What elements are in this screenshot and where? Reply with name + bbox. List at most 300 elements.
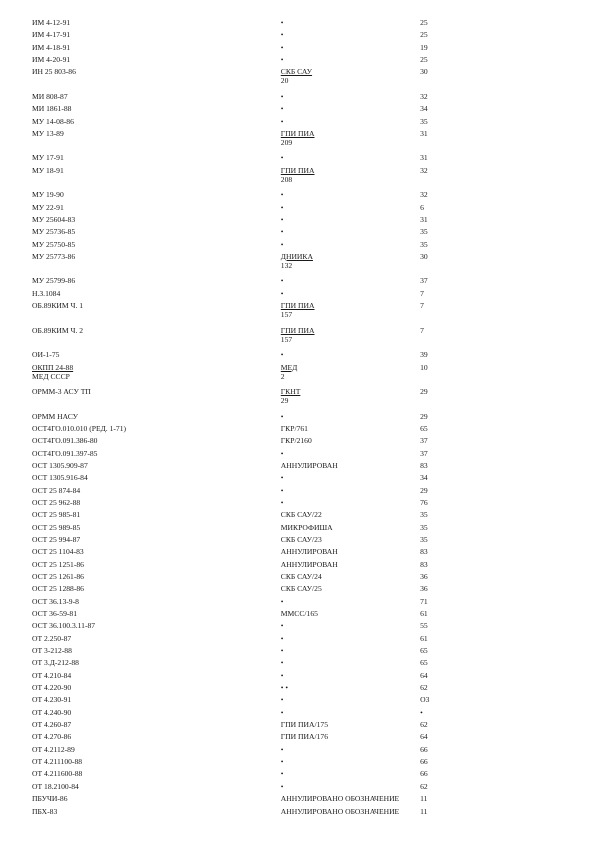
document-code-text: ИМ 4-12-91 — [32, 18, 71, 27]
reference-cell — [281, 547, 420, 556]
reference-source: СКБ САУ/25 — [280, 584, 322, 594]
reference-cell — [281, 523, 420, 532]
document-code-text: ОТ 2.250-87 — [32, 633, 72, 643]
document-code — [32, 634, 281, 643]
document-code-text: ОТ 4.211100-88 — [32, 757, 83, 767]
page-number: 34 — [420, 104, 428, 114]
reference-source: • — [280, 202, 284, 212]
list-item — [32, 535, 442, 547]
document-code-text: ОСТ4ГО.091.397-85 — [32, 448, 98, 458]
reference-source: • — [280, 633, 284, 643]
reference-cell — [281, 227, 420, 236]
list-item — [32, 55, 442, 67]
reference-cell — [281, 683, 420, 692]
document-code-text: ИМ 4-20-91 — [32, 55, 71, 65]
page-number: 66 — [420, 769, 428, 779]
reference-source: • — [280, 18, 284, 27]
document-code-text: ОРММ-3 АСУ ТП — [32, 387, 91, 396]
list-item — [32, 572, 442, 584]
document-code-text: ОТ 4.230-91 — [32, 695, 72, 705]
document-code — [32, 436, 281, 445]
reference-source: • — [280, 288, 284, 298]
list-item — [32, 486, 442, 498]
document-code-text: ОСТ 25 962-88 — [32, 497, 81, 507]
document-code-text: ОТ 3.Д-212-88 — [32, 658, 79, 668]
document-code-text: МИ 808-87 — [32, 91, 68, 101]
reference-cell — [281, 436, 420, 445]
list-item — [32, 190, 442, 202]
document-code — [32, 757, 281, 766]
list-item — [32, 289, 442, 301]
reference-cell — [281, 597, 420, 606]
document-code — [32, 92, 281, 101]
reference-source: • — [280, 497, 284, 507]
document-code — [32, 301, 281, 310]
reference-cell — [281, 215, 420, 224]
document-code-text: ОТ 4.260-87 — [32, 720, 72, 730]
page-number: 11 — [420, 806, 428, 816]
page-number: 19 — [420, 42, 428, 52]
reference-source: • — [280, 448, 284, 458]
reference-source: ГПИ ПИА — [280, 165, 315, 175]
reference-source: АННУЛИРОВАНО ОБОЗНАЧЕНИЕ — [280, 794, 400, 804]
reference-cell — [281, 757, 420, 766]
document-code — [32, 252, 281, 261]
reference-cell — [281, 387, 420, 405]
reference-source: • — [280, 350, 284, 360]
reference-cell — [281, 473, 420, 482]
document-code-text: ОСТ 25 874-84 — [32, 485, 81, 495]
list-item — [32, 597, 442, 609]
document-code — [32, 695, 281, 704]
reference-source: ГКР/761 — [280, 423, 308, 433]
page-number: 37 — [420, 436, 428, 446]
page-number: 76 — [420, 497, 428, 507]
reference-source: • — [280, 239, 284, 249]
document-code-text: ИМ 4-18-91 — [32, 42, 71, 52]
list-item — [32, 523, 442, 535]
reference-source: ГКР/2160 — [280, 436, 312, 446]
document-code-text: МУ 22-91 — [32, 202, 64, 212]
page-number: 35 — [420, 116, 428, 126]
page-number: 10 — [420, 362, 428, 372]
page-number: 55 — [420, 621, 428, 631]
page-number: 25 — [420, 55, 428, 65]
reference-source: • — [280, 781, 284, 791]
reference-source: ГПИ ПИА — [280, 325, 315, 335]
reference-cell — [281, 609, 420, 618]
list-item — [32, 757, 442, 769]
reference-number: 157 — [280, 310, 293, 320]
list-item — [32, 92, 442, 104]
list-item — [32, 424, 442, 436]
document-code-text: ОСТ 36.100.3.11-87 — [32, 621, 96, 631]
reference-source: • — [280, 769, 284, 779]
list-item — [32, 276, 442, 288]
document-code-text: ОСТ4ГО.010.010 (РЕД. 1-71) — [32, 423, 127, 433]
reference-source: ГПИ ПИА — [280, 128, 315, 138]
page-number: 25 — [420, 18, 428, 27]
page-number: 62 — [420, 720, 428, 730]
document-code — [32, 30, 281, 39]
reference-cell — [281, 190, 420, 199]
reference-cell — [281, 289, 420, 298]
reference-source: • • — [280, 683, 288, 693]
reference-source: • — [280, 190, 284, 200]
list-item — [32, 387, 442, 412]
page-number: 29 — [420, 485, 428, 495]
list-item — [32, 436, 442, 448]
document-code-text: МУ 25736-85 — [32, 227, 76, 237]
document-code — [32, 523, 281, 532]
reference-cell — [281, 695, 420, 704]
page-number: 35 — [420, 522, 428, 532]
reference-cell — [281, 252, 420, 270]
document-code — [32, 732, 281, 741]
page-number: 31 — [420, 128, 428, 138]
document-code-text: ОТ 4.210-84 — [32, 670, 72, 680]
list-item — [32, 720, 442, 732]
document-code-text: ПБХ-83 — [32, 806, 58, 816]
page-number: 64 — [420, 732, 428, 742]
reference-cell — [281, 363, 420, 381]
document-code — [32, 424, 281, 433]
reference-source: • — [280, 153, 284, 163]
reference-cell — [281, 732, 420, 741]
document-code-text: ОКПП 24-88 — [32, 362, 74, 372]
page-number: 6 — [420, 202, 424, 212]
list-item — [32, 461, 442, 473]
page-number: 66 — [420, 757, 428, 767]
document-code-text: Н.З.1084 — [32, 288, 61, 298]
list-item — [32, 67, 442, 92]
reference-cell — [281, 276, 420, 285]
list-item — [32, 129, 442, 154]
reference-source: АННУЛИРОВАН — [280, 559, 338, 569]
reference-cell — [281, 646, 420, 655]
page-number: 37 — [420, 276, 428, 286]
page-number: 29 — [420, 387, 428, 396]
list-item — [32, 769, 442, 781]
reference-cell — [281, 535, 420, 544]
page-number: 62 — [420, 683, 428, 693]
reference-source: • — [280, 227, 284, 237]
document-code-text: ОИ-1-75 — [32, 350, 60, 360]
document-code-text: МУ 25604-83 — [32, 214, 76, 224]
document-code — [32, 104, 281, 113]
document-code-text: ОСТ 1305.916-84 — [32, 473, 88, 483]
reference-cell — [281, 708, 420, 717]
document-code — [32, 289, 281, 298]
document-code-text: МУ 13-89 — [32, 128, 64, 138]
page-number: 71 — [420, 596, 428, 606]
reference-source: • — [280, 276, 284, 286]
document-code — [32, 215, 281, 224]
reference-source: • — [280, 42, 284, 52]
page-number: 32 — [420, 91, 428, 101]
list-item — [32, 671, 442, 683]
document-code — [32, 129, 281, 138]
reference-source: • — [280, 30, 284, 40]
list-item — [32, 584, 442, 596]
document-code-text: ИН 25 803-86 — [32, 67, 76, 77]
reference-cell — [281, 166, 420, 184]
document-code — [32, 510, 281, 519]
page-number: 66 — [420, 744, 428, 754]
reference-source: • — [280, 707, 284, 717]
page-number: 37 — [420, 448, 428, 458]
document-code-text: ОРММ НАСУ — [32, 411, 79, 421]
reference-source: СКБ САУ/24 — [280, 571, 322, 581]
page-number: 25 — [420, 30, 428, 40]
list-item — [32, 547, 442, 559]
document-code — [32, 55, 281, 64]
reference-cell — [281, 67, 420, 85]
document-code-text: ОСТ 25 989-85 — [32, 522, 81, 532]
document-code — [32, 560, 281, 569]
reference-cell — [281, 510, 420, 519]
reference-cell — [281, 461, 420, 470]
page-number: 7 — [420, 325, 424, 335]
list-item — [32, 683, 442, 695]
reference-cell — [281, 55, 420, 64]
page-number: 62 — [420, 781, 428, 791]
reference-cell — [281, 486, 420, 495]
document-code-text: МУ 17-91 — [32, 153, 64, 163]
document-code-text: ОТ 4.240-90 — [32, 707, 72, 717]
reference-cell — [281, 621, 420, 630]
page-number: 11 — [420, 794, 428, 804]
document-code — [32, 807, 281, 816]
document-code-text: ОСТ 1305.909-87 — [32, 460, 88, 470]
document-code-text: ОСТ4ГО.091.386-80 — [32, 436, 98, 446]
reference-cell — [281, 18, 420, 27]
page-number: 61 — [420, 633, 428, 643]
reference-cell — [281, 498, 420, 507]
page-number: 65 — [420, 658, 428, 668]
document-code — [32, 720, 281, 729]
document-code — [32, 473, 281, 482]
document-code — [32, 584, 281, 593]
document-code — [32, 597, 281, 606]
document-code-text: МУ 25750-85 — [32, 239, 76, 249]
document-code — [32, 276, 281, 285]
page-number: 35 — [420, 534, 428, 544]
list-item — [32, 104, 442, 116]
list-item — [32, 412, 442, 424]
page-number: 36 — [420, 584, 428, 594]
list-item — [32, 609, 442, 621]
reference-cell — [281, 782, 420, 791]
reference-source: • — [280, 695, 284, 705]
list-item — [32, 166, 442, 191]
reference-cell — [281, 807, 420, 816]
list-item — [32, 153, 442, 165]
reference-cell — [281, 720, 420, 729]
reference-number: 132 — [280, 260, 293, 270]
document-code-text: ОСТ 25 1261-86 — [32, 571, 84, 581]
index-list — [32, 18, 442, 819]
document-code-text: МИ 1861-88 — [32, 104, 72, 114]
reference-source: ММСС/165 — [280, 609, 318, 618]
document-code — [32, 683, 281, 692]
reference-source: • — [280, 214, 284, 224]
document-code-text: ОТ 4.2112-89 — [32, 744, 75, 754]
list-item — [32, 695, 442, 707]
reference-source: • — [280, 646, 284, 656]
document-code-text: МУ 19-90 — [32, 190, 64, 200]
list-item — [32, 117, 442, 129]
reference-source: • — [280, 670, 284, 680]
list-item — [32, 560, 442, 572]
reference-cell — [281, 572, 420, 581]
reference-source: ГПИ ПИА/176 — [280, 732, 328, 742]
reference-cell — [281, 745, 420, 754]
list-item — [32, 240, 442, 252]
document-code-text: ОТ 18.2100-84 — [32, 781, 79, 791]
reference-cell — [281, 794, 420, 803]
reference-cell — [281, 769, 420, 778]
document-code-text: ОБ.89КИМ Ч. 1 — [32, 301, 84, 311]
page-number: 83 — [420, 547, 428, 557]
list-item — [32, 473, 442, 485]
document-code — [32, 326, 281, 335]
reference-source: • — [280, 658, 284, 668]
document-code-text: ОТ 4.220-90 — [32, 683, 72, 693]
page-number: 83 — [420, 460, 428, 470]
list-item — [32, 634, 442, 646]
list-item — [32, 498, 442, 510]
reference-source: • — [280, 485, 284, 495]
list-item — [32, 745, 442, 757]
page-number: О3 — [420, 695, 430, 705]
reference-cell — [281, 153, 420, 162]
document-code-text: ОБ.89КИМ Ч. 2 — [32, 325, 84, 335]
list-item — [32, 782, 442, 794]
document-code-text: МУ 14-08-86 — [32, 116, 74, 126]
document-code-text: ОСТ 25 994-87 — [32, 534, 81, 544]
list-item — [32, 18, 442, 30]
document-code-text: ОСТ 36-59-81 — [32, 609, 78, 618]
page-number: 61 — [420, 609, 428, 618]
page-number: 30 — [420, 251, 428, 261]
reference-cell — [281, 424, 420, 433]
page-number: 65 — [420, 423, 428, 433]
reference-source: АННУЛИРОВАН — [280, 460, 338, 470]
document-code-text: МУ 25799-86 — [32, 276, 76, 286]
reference-cell — [281, 634, 420, 643]
reference-source: ДНИИКА — [280, 251, 313, 261]
reference-source: • — [280, 473, 284, 483]
reference-cell — [281, 449, 420, 458]
document-code — [32, 658, 281, 667]
document-code — [32, 227, 281, 236]
list-item — [32, 621, 442, 633]
document-code — [32, 535, 281, 544]
list-item — [32, 794, 442, 806]
reference-source: АННУЛИРОВАН — [280, 547, 338, 557]
document-code — [32, 572, 281, 581]
document-code — [32, 498, 281, 507]
reference-cell — [281, 30, 420, 39]
list-item — [32, 30, 442, 42]
document-code — [32, 166, 281, 175]
list-item — [32, 708, 442, 720]
document-code-text: ОСТ 36.13-9-8 — [32, 596, 79, 606]
list-item — [32, 215, 442, 227]
reference-source: • — [280, 55, 284, 65]
page-number: 30 — [420, 67, 428, 77]
document-code-text: МУ 18-91 — [32, 165, 64, 175]
document-code — [32, 363, 281, 381]
page-number: 39 — [420, 350, 428, 360]
list-item — [32, 646, 442, 658]
page-number: 35 — [420, 510, 428, 520]
list-item — [32, 350, 442, 362]
page-number: 83 — [420, 559, 428, 569]
list-item — [32, 301, 442, 326]
reference-cell — [281, 560, 420, 569]
page-number: 29 — [420, 411, 428, 421]
reference-number: 209 — [280, 137, 293, 147]
list-item — [32, 227, 442, 239]
reference-source: АННУЛИРОВАНО ОБОЗНАЧЕНИЕ — [280, 806, 400, 816]
page-number: 36 — [420, 571, 428, 581]
document-code — [32, 387, 281, 396]
document-code — [32, 203, 281, 212]
document-code — [32, 745, 281, 754]
reference-source: • — [280, 116, 284, 126]
list-item — [32, 252, 442, 277]
document-code — [32, 794, 281, 803]
reference-cell — [281, 671, 420, 680]
page-number: 7 — [420, 301, 424, 311]
document-code — [32, 782, 281, 791]
document-code — [32, 190, 281, 199]
page-number: 7 — [420, 288, 424, 298]
document-code-text: ПБУЧИ-86 — [32, 794, 68, 804]
list-item — [32, 510, 442, 522]
document-code — [32, 671, 281, 680]
reference-number: 20 — [280, 76, 289, 86]
reference-number: 208 — [280, 174, 293, 184]
reference-source: • — [280, 104, 284, 114]
document-code-text: ОСТ 25 1251-86 — [32, 559, 84, 569]
document-code — [32, 153, 281, 162]
list-item — [32, 43, 442, 55]
list-item — [32, 326, 442, 351]
document-code — [32, 708, 281, 717]
page-number: 35 — [420, 227, 428, 237]
reference-source: • — [280, 596, 284, 606]
document-code — [32, 621, 281, 630]
reference-cell — [281, 203, 420, 212]
list-item — [32, 658, 442, 670]
page-number: • — [420, 707, 423, 717]
reference-source: • — [280, 91, 284, 101]
reference-cell — [281, 350, 420, 359]
reference-source: СКБ САУ/22 — [280, 510, 322, 520]
page-number: 31 — [420, 214, 428, 224]
document-code — [32, 43, 281, 52]
list-item — [32, 449, 442, 461]
document-code-text: ОСТ 25 1104-83 — [32, 547, 84, 557]
page-number: 35 — [420, 239, 428, 249]
page-number: 64 — [420, 670, 428, 680]
reference-source: • — [280, 744, 284, 754]
reference-source: МЕД — [280, 362, 298, 372]
document-code — [32, 240, 281, 249]
